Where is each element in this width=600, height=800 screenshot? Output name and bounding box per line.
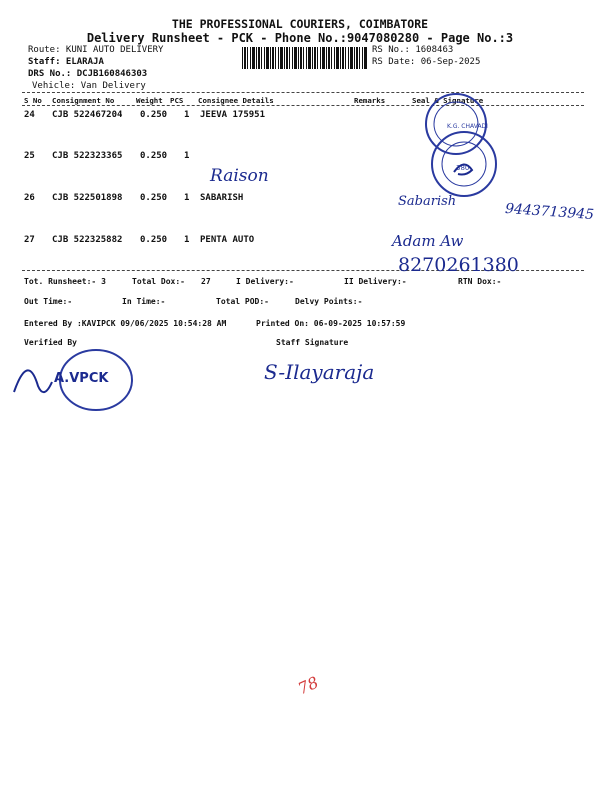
handwritten-adam: Adam Aw — [392, 232, 464, 250]
row-consignment: CJB 522501898 — [52, 193, 123, 203]
verified-stamp-text: A.VPCK — [54, 371, 109, 386]
in-time: In Time:- — [122, 297, 166, 306]
total-dox-value: 27 — [201, 277, 211, 286]
row-consignment: CJB 522323365 — [52, 151, 123, 161]
row-consignee: SABARISH — [200, 193, 244, 203]
row-consignee: JEEVA 175951 — [200, 110, 266, 120]
total-pod: Total POD:- — [216, 297, 269, 306]
i-delivery: I Delivery:- — [236, 277, 294, 286]
out-time: Out Time:- — [24, 297, 73, 306]
barcode — [242, 47, 368, 69]
row-sno: 25 — [24, 151, 35, 161]
rs-date: RS Date: 06-Sep-2025 — [372, 57, 481, 67]
col-header-weight: Weight — [136, 96, 163, 105]
rs-number: RS No.: 1608463 — [372, 45, 454, 55]
row-consignee: PENTA AUTO — [200, 235, 255, 245]
verified-by-label: Verified By — [24, 338, 77, 347]
col-header-remarks: Remarks — [354, 96, 386, 105]
row-pcs: 1 — [184, 151, 190, 161]
row-weight: 0.250 — [140, 151, 168, 161]
staff-signature: S-Ilayaraja — [264, 360, 375, 384]
row-pcs: 1 — [184, 235, 190, 245]
row-pcs: 1 — [184, 193, 190, 203]
staff: Staff: ELARAJA — [28, 57, 104, 67]
delivery-points: Delvy Points:- — [295, 297, 363, 306]
handwritten-raison: Raison — [210, 166, 269, 186]
row-weight: 0.250 — [140, 110, 168, 120]
col-header-consignee: Consignee Details — [198, 96, 274, 105]
col-header-sno: S No — [24, 96, 42, 105]
runsheet-subtitle: Delivery Runsheet - PCK - Phone No.:9047080280 - Page No.:3 — [86, 31, 514, 45]
row-consignment: CJB 522467204 — [52, 110, 123, 120]
entered-by: Entered By :KAVIPCK 09/06/2025 10:54:28 AM — [24, 319, 227, 328]
rtn-dox: RTN Dox:- — [458, 277, 502, 286]
row-sno: 24 — [24, 110, 35, 120]
ii-delivery: II Delivery:- — [344, 277, 407, 286]
company-seal-stamp — [412, 88, 516, 200]
stamp-id: 380 — [456, 164, 470, 172]
total-runsheet: Tot. Runsheet:- 3 — [24, 277, 106, 286]
route: Route: KUNI AUTO DELIVERY — [28, 45, 164, 55]
handwritten-sabarish: Sabarish — [398, 194, 457, 209]
col-header-pcs: PCS — [170, 96, 184, 105]
staff-signature-label: Staff Signature — [276, 338, 349, 347]
handwritten-phone-2: 8270261380 — [398, 254, 519, 276]
vehicle: Vehicle: Van Delivery — [32, 81, 146, 91]
col-header-consignment: Consignment No — [52, 96, 115, 105]
row-sno: 27 — [24, 235, 35, 245]
row-pcs: 1 — [184, 110, 190, 120]
row-weight: 0.250 — [140, 193, 168, 203]
row-weight: 0.250 — [140, 235, 168, 245]
handwritten-phone-1: 9443713945 — [504, 200, 595, 224]
printed-on: Printed On: 06-09-2025 10:57:59 — [256, 319, 406, 328]
page-mark: 78 — [295, 672, 322, 699]
stamp-inner-text: K.G. CHAVADI — [447, 123, 488, 130]
row-consignment: CJB 522325882 — [52, 235, 123, 245]
verified-stamp — [10, 342, 134, 412]
col-header-signature: Seal & Signature — [412, 96, 484, 105]
row-sno: 26 — [24, 193, 35, 203]
drs-number: DRS No.: DCJB160846303 — [28, 69, 148, 79]
company-title: THE PROFESSIONAL COURIERS, COIMBATORE — [171, 17, 429, 31]
total-dox-label: Total Dox:- — [132, 277, 185, 286]
